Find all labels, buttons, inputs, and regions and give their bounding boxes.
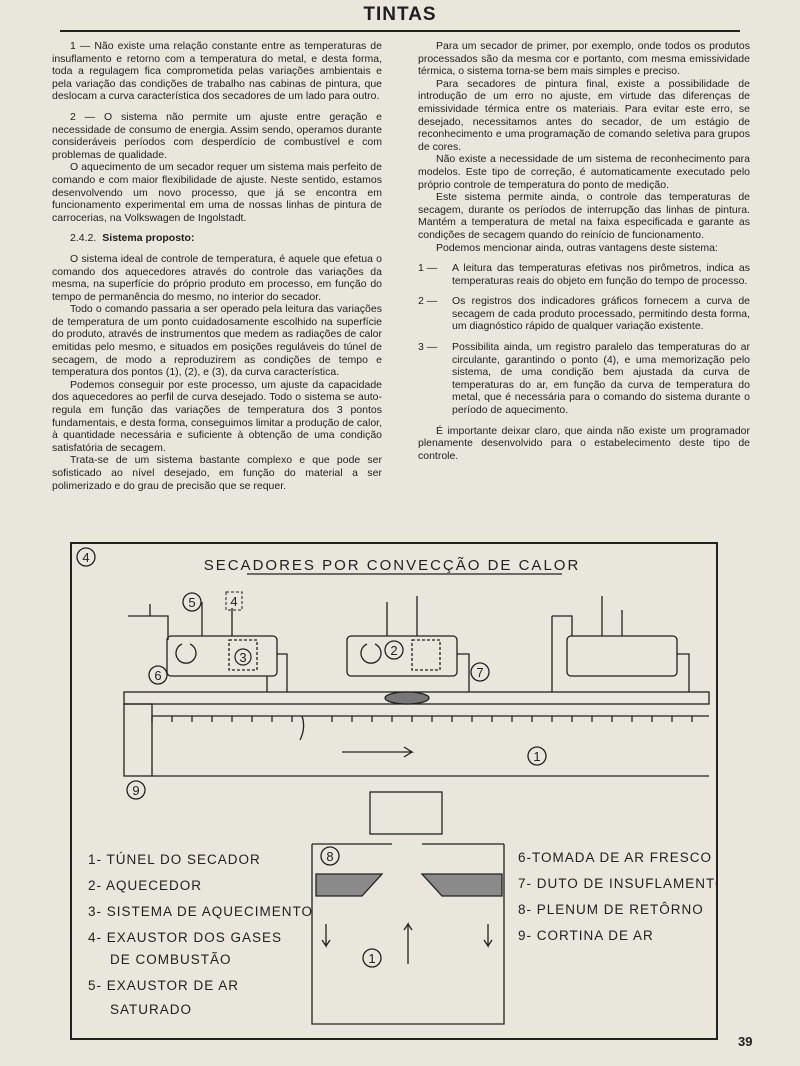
list-text: Possibilita ainda, um registro paralelo das temperaturas do ar circulante, garantindo o ponto (4), e uma memorização pelo sistema, de uma condição bem ajustada da curva de temperaturas do ar, em função da curva de temperatura do metal, que é necessária para o comando do sistema durante o período de aquecimento. (452, 341, 750, 417)
fan-symbol (176, 644, 196, 663)
heater-unit-middle (347, 596, 469, 692)
paragraph: 2 — O sistema não permite um ajuste entre geração e necessidade de consumo de energia. Assim sendo, operamos durante consideráveis períodos com desperdício de combustível e com problemas de qualidade. (52, 110, 382, 161)
header-rule (60, 30, 740, 32)
legend-item: 3- SISTEMA DE AQUECIMENTO (88, 904, 314, 919)
product-body (385, 692, 429, 704)
heater-housing (567, 636, 677, 676)
conveyor-arrow (342, 747, 412, 757)
paragraph: 1 — Não existe uma relação constante entre as temperaturas de insuflamento e retorno com a temperatura do metal, e desta forma, toda a regulagem fica comprometida pelas variações ambientais e pela variação das condições de trabalho nas cabinas de pintura, que deslocam a curva característica dos secadores de um lado para outro. (52, 40, 382, 103)
list-item (418, 295, 750, 333)
list-number: 2 — (418, 295, 438, 308)
fresh-air-duct (128, 604, 168, 640)
legend-item: 2- AQUECEDOR (88, 878, 203, 893)
dryer-cross-section (312, 792, 504, 1024)
marker-4: 4 (230, 594, 238, 609)
supply-duct (677, 654, 689, 692)
legend-item: 5- EXAUSTOR DE AR (88, 978, 240, 993)
list-item (418, 341, 750, 417)
list-text: Os registros dos indicadores gráficos fornecem a curva de secagem de cada produto processado, permitindo desta forma, um diagnóstico rápido de qualquer variação existente. (452, 295, 750, 333)
figure-number: 4 (82, 550, 90, 565)
marker-1: 1 (533, 749, 541, 764)
paragraph: Podemos mencionar ainda, outras vantagens deste sistema: (436, 241, 718, 254)
figure-title: SECADORES POR CONVECÇÃO DE CALOR (203, 557, 581, 574)
paragraph: Trata-se de um sistema bastante complexo e que pode ser sofisticado ao nível desejado, em função do material a ser polimerizado e do grau de precisão que se requer. (52, 454, 382, 492)
burner-box (412, 640, 440, 670)
left-column (52, 40, 382, 492)
legend-item: 4- EXAUSTOR DOS GASES (88, 930, 283, 945)
heater-housing (167, 636, 277, 676)
supply-duct (457, 654, 469, 692)
paragraph: É importante deixar claro, que ainda não existe um programador plenamente desenvolvido para o estabelecimento deste tipo de controle. (418, 424, 750, 462)
list-text: A leitura das temperaturas efetivas nos pirômetros, indica as temperaturas reais do objeto em função do tempo de processo. (452, 262, 750, 287)
paragraph: Não existe a necessidade de um sistema de reconhecimento para modelos. Este tipo de correção, é automaticamente executado pelo próprio controle de temperatura do ponto de medição. (418, 153, 750, 191)
marker-9: 9 (132, 783, 140, 798)
marker-1b: 1 (368, 951, 376, 966)
legend-item: SATURADO (110, 1002, 193, 1017)
air-curtain-left (124, 704, 152, 776)
legend-item: 6-TOMADA DE AR FRESCO (518, 850, 713, 865)
subsection-title: Sistema proposto: (102, 232, 195, 245)
tunnel-break (300, 716, 304, 740)
figure-dryer-diagram (70, 542, 718, 1040)
exhaust-ducts (202, 602, 232, 636)
return-plenum-hatched (316, 874, 502, 896)
list-number: 3 — (418, 341, 438, 354)
nozzle-ticks (152, 716, 692, 722)
legend-item: 1- TÚNEL DO SECADOR (88, 852, 261, 867)
list-number: 1 — (418, 262, 438, 275)
legend-right (518, 850, 716, 943)
subsection-heading (70, 232, 382, 245)
airflow-arrows (322, 924, 492, 964)
paragraph: Para um secador de primer, por exemplo, onde todos os produtos processados são da mesma cor e portanto, com mesma emissividade térmica, o sistema torna-se bem mais simples e preciso. (418, 40, 750, 78)
paragraph: Para secadores de pintura final, existe a possibilidade de introdução de um erro no ajuste, em virtude das diferenças de emissividade térmica entre os materiais. Para evitar este erro, se desejado, necessitamos antes do secador, de um estágio de reconhecimento e uma programação de comando seletiva para grupos de cores. (418, 77, 750, 153)
marker-5: 5 (188, 595, 196, 610)
legend-item: DE COMBUSTÃO (110, 952, 232, 967)
legend-left (88, 852, 313, 1017)
page-number: 39 (738, 1034, 753, 1049)
right-column (418, 40, 750, 462)
marker-8: 8 (326, 849, 334, 864)
subsection-number: 2.4.2. (70, 232, 97, 245)
marker-3: 3 (239, 650, 247, 665)
marker-6: 6 (154, 668, 162, 683)
list-item (418, 262, 750, 287)
paragraph: O sistema ideal de controle de temperatura, é aquele que efetua o comando dos aquecedores através do controle das variações da mesma, na superfície do próprio produto em processo, em função do tempo de permanência do mesmo, no interior do secador. (52, 252, 382, 303)
marker-7: 7 (476, 665, 484, 680)
heater-unit-left (128, 602, 287, 692)
dryer-diagram-svg (72, 544, 716, 1038)
paragraph: Podemos conseguir por este processo, um ajuste da capacidade dos aquecedores ao perfil de curva desejado. Todo o sistema se auto-regula em função das variações de temperatura dos 3 pontos fundamentais, e desta forma, conseguimos limitar a produção de calor, à quantidade necessária e suficiente à obtenção de uma condição satisfatória de secagem. (52, 378, 382, 454)
legend-item: 9- CORTINA DE AR (518, 928, 654, 943)
heater-unit-right (552, 596, 689, 692)
fresh-air-duct (552, 616, 572, 692)
paragraph: Todo o comando passaria a ser operado pela leitura das variações de temperatura de um ponto cuidadosamente escolhido na superfície do produto, através de instrumentos que medem as radiações de calor emitidas pelo mesmo, e situados em posições reguláveis do túnel de secagem, de modo a reproduzirem as condições de tempo e temperatura dos pontos (1), (2), e (3), da curva característica. (52, 303, 382, 379)
paragraph: Este sistema permite ainda, o controle das temperaturas de secagem, durante os períodos de interrupção das linhas de pintura. Mantém a temperatura de metal na faixa especificada e garante as condições de secagem quando do reinício de funcionamento. (418, 191, 750, 241)
paragraph: O aquecimento de um secador requer um sistema mais perfeito de comando e com maior flexibilidade de ajuste. Neste sentido, estamos desenvolvendo um novo processo, que já se encontra em funcionamento experimental em uma de nossas linhas de pintura de carrocerias, na Volkswagen de Ingolstadt. (52, 161, 382, 224)
exhaust-ducts (387, 596, 417, 636)
legend-item: 7- DUTO DE INSUFLAMENTO (518, 876, 716, 891)
legend-item: 8- PLENUM DE RETÔRNO (518, 902, 704, 917)
marker-2: 2 (390, 643, 398, 658)
cross-section-heater (370, 792, 442, 834)
section-title: TINTAS (363, 4, 437, 25)
exhaust-ducts (602, 596, 622, 636)
dryer-tunnel (124, 692, 709, 776)
fan-symbol (361, 644, 381, 663)
